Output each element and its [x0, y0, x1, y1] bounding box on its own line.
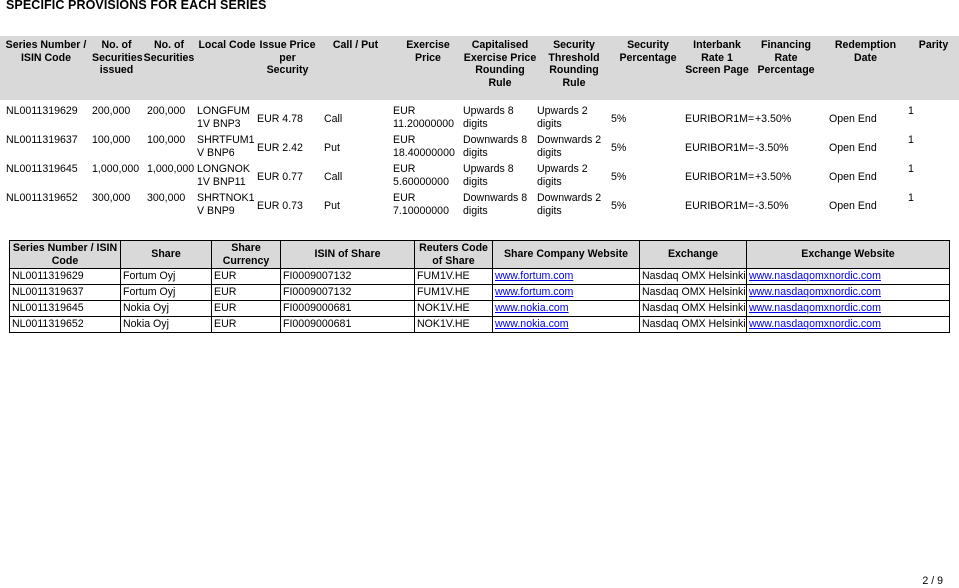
- col-header: Security Threshold Rounding Rule: [548, 39, 600, 89]
- col-header: Reuters Code of Share: [415, 241, 493, 269]
- financing-cell: -3.50%: [755, 142, 789, 155]
- currency-cell: EUR: [212, 269, 281, 285]
- col-header: Share Currency: [212, 241, 281, 269]
- isin-cell: NL0011319652: [6, 192, 78, 204]
- col-header: Redemption Date: [834, 39, 897, 64]
- securities-cell: 300,000: [147, 192, 186, 204]
- col-header: Call / Put: [332, 39, 379, 51]
- isin-cell: NL0011319629: [6, 105, 78, 117]
- col-header: Exchange Website: [747, 241, 950, 269]
- issue-price-cell: EUR 4.78: [257, 113, 303, 126]
- share-cell: Fortum Oyj: [121, 285, 212, 301]
- table-row: [10, 317, 950, 333]
- company-website-link[interactable]: www.nokia.com: [495, 318, 569, 331]
- isin-cell: NL0011319629: [10, 269, 121, 285]
- col-header: Financing Rate Percentage: [757, 39, 815, 76]
- security-pct-cell: 5%: [611, 142, 627, 155]
- share-cell: Nokia Oyj: [121, 317, 212, 333]
- exchange-cell: Nasdaq OMX Helsinki: [640, 285, 747, 301]
- exchange-cell: Nasdaq OMX Helsinki: [640, 317, 747, 333]
- reuters-cell: NOK1V.HE: [415, 301, 493, 317]
- redemption-cell: Open End: [829, 142, 877, 155]
- col-header: Series Number / ISIN Code: [5, 39, 87, 64]
- currency-cell: EUR: [212, 285, 281, 301]
- exchange-cell: Nasdaq OMX Helsinki: [640, 301, 747, 317]
- interbank-cell: EURIBOR1M=: [685, 142, 755, 155]
- exchange-website-link[interactable]: www.nasdaqomxnordic.com: [749, 318, 881, 331]
- col-header: Exercise Price: [406, 39, 450, 64]
- call-put-cell: Call: [324, 113, 343, 126]
- reuters-cell: FUM1V.HE: [415, 269, 493, 285]
- col-header: Exchange: [640, 241, 747, 269]
- col-header: Local Code: [198, 39, 256, 51]
- share-isin-cell: FI0009007132: [281, 285, 415, 301]
- exercise-price-cell: EUR 18.40000000: [393, 134, 455, 159]
- cap-rounding-cell: Downwards 8 digits: [463, 192, 528, 217]
- col-header: No. of Securities: [143, 39, 195, 64]
- isin-cell: NL0011319637: [6, 134, 78, 146]
- company-website-link[interactable]: www.fortum.com: [495, 286, 574, 299]
- cap-rounding-cell: Upwards 8 digits: [463, 105, 514, 130]
- table-row: [10, 301, 950, 317]
- share-table: [9, 240, 950, 333]
- isin-cell: NL0011319652: [10, 317, 121, 333]
- security-pct-cell: 5%: [611, 113, 627, 126]
- isin-cell: NL0011319645: [10, 301, 121, 317]
- financing-cell: +3.50%: [755, 171, 792, 184]
- reuters-cell: NOK1V.HE: [415, 317, 493, 333]
- threshold-rounding-cell: Downwards 2 digits: [537, 192, 602, 217]
- col-header: Parity: [918, 39, 949, 51]
- issue-price-cell: EUR 0.77: [257, 171, 303, 184]
- issue-price-cell: EUR 2.42: [257, 142, 303, 155]
- interbank-cell: EURIBOR1M=: [685, 171, 755, 184]
- threshold-rounding-cell: Upwards 2 digits: [537, 105, 588, 130]
- threshold-rounding-cell: Upwards 2 digits: [537, 163, 588, 188]
- security-pct-cell: 5%: [611, 171, 627, 184]
- company-website-link[interactable]: www.nokia.com: [495, 302, 569, 315]
- exchange-website-link[interactable]: www.nasdaqomxnordic.com: [749, 270, 881, 283]
- share-cell: Fortum Oyj: [121, 269, 212, 285]
- currency-cell: EUR: [212, 301, 281, 317]
- interbank-cell: EURIBOR1M=: [685, 200, 755, 213]
- call-put-cell: Put: [324, 142, 340, 155]
- exercise-price-cell: EUR 7.10000000: [393, 192, 449, 217]
- local-code-cell: SHRTFUM1 V BNP6: [197, 134, 255, 159]
- share-isin-cell: FI0009000681: [281, 317, 415, 333]
- cap-rounding-cell: Downwards 8 digits: [463, 134, 528, 159]
- table-row: [10, 269, 950, 285]
- securities-cell: 100,000: [147, 134, 186, 146]
- interbank-cell: EURIBOR1M=: [685, 113, 755, 126]
- exchange-website-link[interactable]: www.nasdaqomxnordic.com: [749, 286, 881, 299]
- series-table-header: [0, 36, 959, 100]
- share-table-header: [10, 241, 950, 269]
- table-row: [0, 163, 959, 192]
- local-code-cell: LONGFUM 1V BNP3: [197, 105, 250, 130]
- financing-cell: -3.50%: [755, 200, 789, 213]
- local-code-cell: LONGNOK 1V BNP11: [197, 163, 250, 188]
- issued-cell: 100,000: [92, 134, 131, 146]
- col-header: Interbank Rate 1 Screen Page: [685, 39, 749, 76]
- issued-cell: 200,000: [92, 105, 131, 117]
- cap-rounding-cell: Upwards 8 digits: [463, 163, 514, 188]
- currency-cell: EUR: [212, 317, 281, 333]
- col-header: Issue Price per Security: [259, 39, 316, 76]
- table-row: [0, 192, 959, 221]
- security-pct-cell: 5%: [611, 200, 627, 213]
- isin-cell: NL0011319637: [10, 285, 121, 301]
- issued-cell: 300,000: [92, 192, 131, 204]
- threshold-rounding-cell: Downwards 2 digits: [537, 134, 602, 159]
- table-row: [0, 105, 959, 134]
- parity-cell: 1: [908, 105, 914, 117]
- page-title: SPECIFIC PROVISIONS FOR EACH SERIES: [6, 0, 267, 12]
- exchange-cell: Nasdaq OMX Helsinki: [640, 269, 747, 285]
- redemption-cell: Open End: [829, 171, 877, 184]
- series-table: [0, 36, 959, 221]
- exercise-price-cell: EUR 11.20000000: [393, 105, 455, 130]
- isin-cell: NL0011319645: [6, 163, 78, 175]
- table-row: [10, 285, 950, 301]
- col-header: No. of Securities issued: [92, 39, 143, 76]
- issue-price-cell: EUR 0.73: [257, 200, 303, 213]
- securities-cell: 1,000,000: [147, 163, 195, 175]
- parity-cell: 1: [908, 192, 914, 204]
- call-put-cell: Call: [324, 171, 343, 184]
- issued-cell: 1,000,000: [92, 163, 140, 175]
- parity-cell: 1: [908, 134, 914, 146]
- parity-cell: 1: [908, 163, 914, 175]
- share-isin-cell: FI0009000681: [281, 301, 415, 317]
- company-website-link[interactable]: www.fortum.com: [495, 270, 574, 283]
- col-header: Capitalised Exercise Price Rounding Rule: [463, 39, 537, 89]
- securities-cell: 200,000: [147, 105, 186, 117]
- exchange-website-link[interactable]: www.nasdaqomxnordic.com: [749, 302, 881, 315]
- col-header: ISIN of Share: [281, 241, 415, 269]
- local-code-cell: SHRTNOK1 V BNP9: [197, 192, 255, 217]
- redemption-cell: Open End: [829, 200, 877, 213]
- financing-cell: +3.50%: [755, 113, 792, 126]
- share-cell: Nokia Oyj: [121, 301, 212, 317]
- call-put-cell: Put: [324, 200, 340, 213]
- col-header: Share: [121, 241, 212, 269]
- page-number: 2 / 9: [922, 575, 943, 587]
- exercise-price-cell: EUR 5.60000000: [393, 163, 449, 188]
- redemption-cell: Open End: [829, 113, 877, 126]
- col-header: Share Company Website: [493, 241, 640, 269]
- reuters-cell: FUM1V.HE: [415, 285, 493, 301]
- share-isin-cell: FI0009007132: [281, 269, 415, 285]
- col-header: Security Percentage: [619, 39, 677, 64]
- col-header: Series Number / ISIN Code: [10, 241, 121, 269]
- table-row: [0, 134, 959, 163]
